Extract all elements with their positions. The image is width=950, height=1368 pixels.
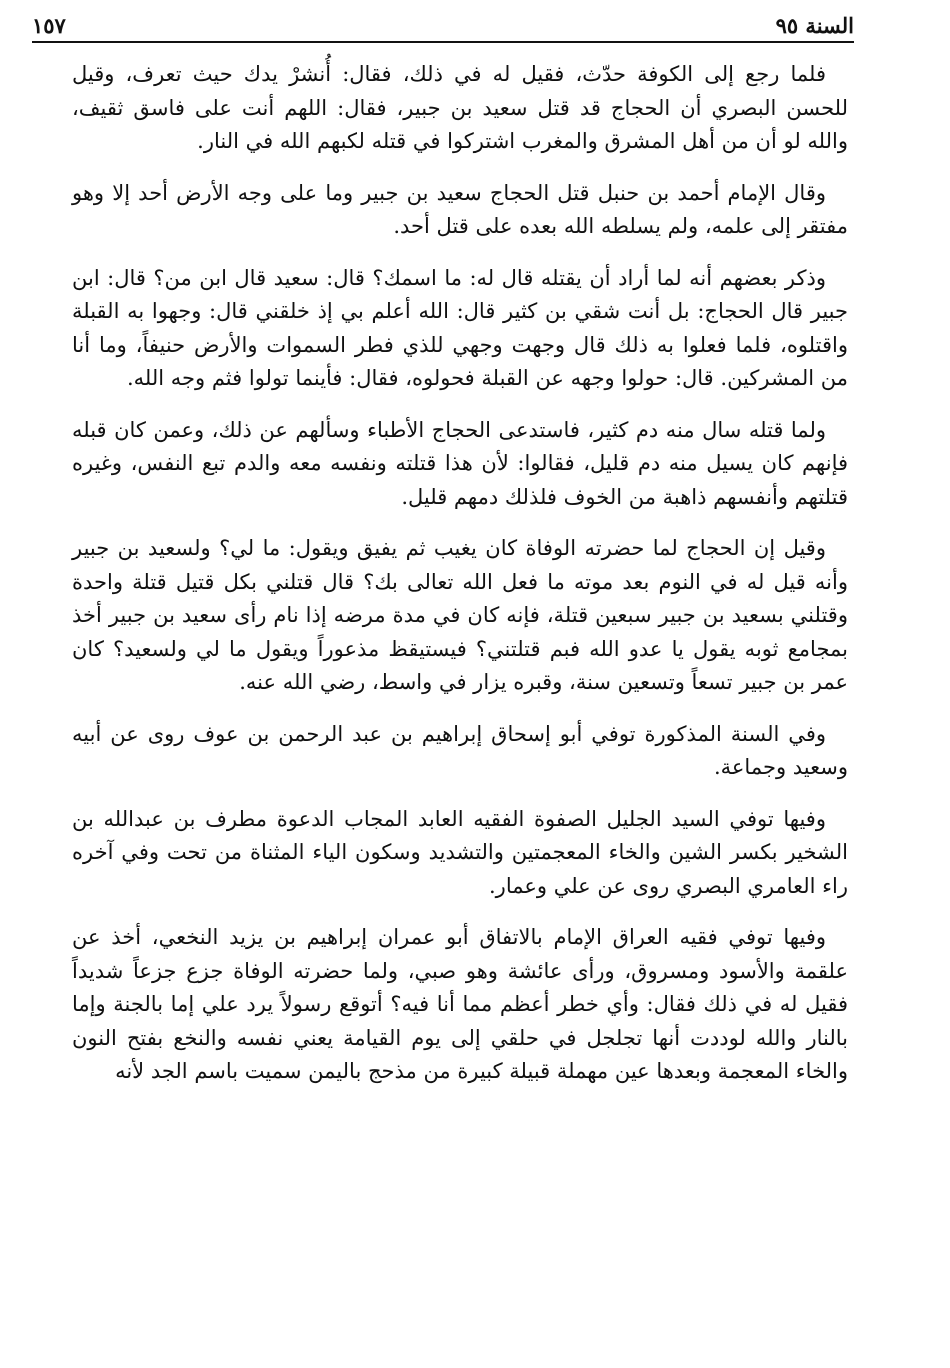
paragraph: وقيل إن الحجاج لما حضرته الوفاة كان يغيب ثم يفيق ويقول: ما لي؟ ولسعيد بن جبير وأنه قيل له في النوم بعد موته ما فعل الله تعالى بك؟ قال قتلني بكل قتيل قتلة واحدة وقتلني بسعيد بن جبير سبعين قتلة، فإنه كان في مدة مرضه إذا نام رأى سعيد بن جبير أخذ بمجامع ثوبه يقول يا عدو الله فبم قتلتني؟ فيستيقظ مذعوراً ويقول ما لي ولسعيد؟ كان عمر بن جبير تسعاً وتسعين سنة، وقبره يزار في واسط، رضي الله عنه.	[72, 536, 848, 694]
year-heading: السنة ٩٥	[775, 13, 854, 38]
paragraph: وفيها توفي فقيه العراق الإمام بالاتفاق أبو عمران إبراهيم بن يزيد النخعي، أخذ عن علقمة والأسود ومسروق، ورأى عائشة وهو صبي، ولما حضرته الوفاة جزع جزعاً شديداً فقيل له في ذلك فقال: وأي خطر أعظم مما أنا فيه؟ أتوقع رسولاً يرد علي إما بالجنة وإما بالنار والله لوددت أنها تجلجل في حلقي إلى يوم القيامة يعني نفسه والنخع بفتح النون والخاء المعجمة وبعدها عين مهملة قبيلة كبيرة من مذحج باليمن سميت باسم الجد لأنه	[72, 925, 848, 1083]
page-number: ١٥٧	[32, 13, 66, 38]
paragraph: وفيها توفي السيد الجليل الصفوة الفقيه العابد المجاب الدعوة مطرف بن عبدالله بن الشخير بكسر الشين والخاء المعجمتين والتشديد وسكون الياء المثناة من تحت وفي آخره راء العامري البصري روى عن علي وعمار.	[72, 806, 848, 898]
paragraph: ولما قتله سال منه دم كثير، فاستدعى الحجاج الأطباء وسألهم عن ذلك، وعمن كان قبله فإنهم كان يسيل منه دم قليل، فقالوا: لأن هذا قتلته ونفسه معه والدم تبع النفس، وغيره قتلتهم وأنفسهم ذاهبة من الخوف فلذلك دمهم قليل.	[72, 417, 848, 509]
paragraph: وذكر بعضهم أنه لما أراد أن يقتله قال له: ما اسمك؟ قال: سعيد قال ابن من؟ قال: ابن جبير قال الحجاج: بل أنت شقي بن كثير قال: الله أعلم بي إذ خلقني قال: وجهوا به القبلة واقتلوه، فلما فعلوا به ذلك قال وجهت وجهي للذي فطر السموات والأرض حنيفاً، وما أنا من المشركين. قال: حولوا وجهه عن القبلة فحولوه، فقال: فأينما تولوا فثم وجه الله.	[72, 265, 848, 390]
paragraph: وفي السنة المذكورة توفي أبو إسحاق إبراهيم بن عبد الرحمن بن عوف روى عن أبيه وسعيد وجماعة.	[72, 721, 848, 779]
paragraph: فلما رجع إلى الكوفة حدّث، فقيل له في ذلك، فقال: أُنشرْ يدك حيث تعرف، وقيل للحسن البصري أن الحجاج قد قتل سعيد بن جبير، فقال: اللهم أنت على فاسق ثقيف، والله لو أن من أهل المشرق والمغرب اشتركوا في قتله لكبهم الله في النار.	[72, 62, 848, 153]
body-text	[72, 58, 848, 1107]
paragraph: وقال الإمام أحمد بن حنبل قتل الحجاج سعيد بن جبير وما على وجه الأرض أحد إلا وهو مفتقر إلى علمه، ولم يسلطه الله بعده على قتل أحد.	[72, 180, 848, 238]
header-rule	[32, 41, 854, 43]
page-header	[32, 6, 854, 38]
